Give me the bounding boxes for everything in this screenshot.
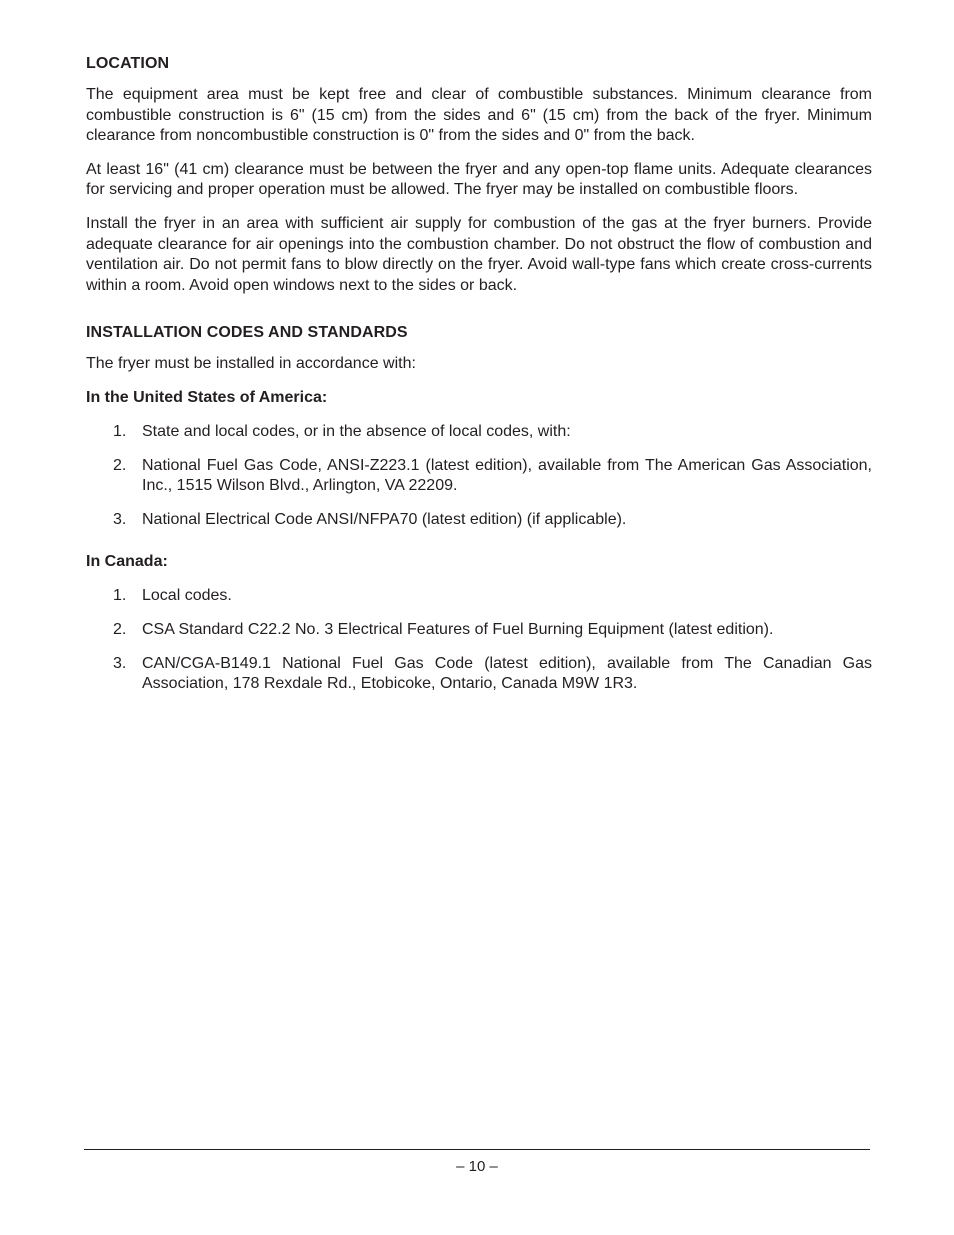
list-item-text: State and local codes, or in the absence of local codes, with: (142, 422, 571, 440)
list-item-number: 1. (113, 587, 127, 605)
section-spacer (86, 544, 872, 552)
list-item-number: 3. (113, 654, 127, 672)
page-number: – 10 – (456, 1158, 498, 1175)
list-item (86, 586, 872, 607)
list-item-text: CAN/CGA-B149.1 National Fuel Gas Code (latest edition), available from The Canadian Gas Association, 178 Rexdale Rd., Etobicoke, Ontario, Canada M9W 1R3. (142, 654, 872, 693)
list-item (86, 422, 872, 443)
section-spacer (86, 309, 872, 323)
location-heading: LOCATION (86, 55, 170, 72)
list-item (86, 510, 872, 531)
list-item-number: 2. (113, 620, 127, 638)
list-item (86, 654, 872, 695)
list-item-text: National Electrical Code ANSI/NFPA70 (latest edition) (if applicable). (142, 510, 627, 528)
list-item-number: 3. (113, 510, 127, 528)
location-paragraph-3: Install the fryer in an area with sufficient air supply for combustion of the gas at the fryer burners. Provide adequate clearance for air openings into the combustion chamber. Do not obstruct the flow of combustion and ventilation air. Do not permit fans to blow directly on the fryer. Avoid wall-type fans which create cross-currents within a room. Avoid open windows next to the sides or back. (86, 214, 872, 294)
canada-code-list (86, 586, 872, 694)
location-paragraph-1: The equipment area must be kept free and clear of combustible substances. Minimum clearance from combustible construction is 6" (15 cm) from the sides and 6" (15 cm) from the back of the fryer. Minimum clearance from noncombustible construction is 0" from the sides and 0" from the back. (86, 86, 872, 145)
list-item-number: 2. (113, 456, 127, 474)
list-item (86, 620, 872, 641)
list-item-text: CSA Standard C22.2 No. 3 Electrical Features of Fuel Burning Equipment (latest edition). (142, 620, 774, 638)
usa-subheading: In the United States of America: (86, 388, 328, 406)
document-page (86, 54, 872, 709)
list-item-text: National Fuel Gas Code, ANSI-Z223.1 (latest edition), available from The American Gas Association, Inc., 1515 Wilson Blvd., Arlington, VA 22209. (142, 456, 872, 495)
codes-heading: INSTALLATION CODES AND STANDARDS (86, 324, 408, 342)
codes-intro: The fryer must be installed in accordance with: (86, 355, 416, 373)
footer-divider (84, 1149, 870, 1150)
list-item-number: 1. (113, 422, 127, 440)
usa-code-list (86, 422, 872, 530)
list-item (86, 456, 872, 497)
location-paragraph-2: At least 16" (41 cm) clearance must be between the fryer and any open-top flame units. Adequate clearances for servicing and proper operation must be allowed. The fryer may be installed on combustible floors. (86, 160, 872, 199)
list-item-text: Local codes. (142, 587, 232, 605)
canada-subheading: In Canada: (86, 553, 168, 571)
